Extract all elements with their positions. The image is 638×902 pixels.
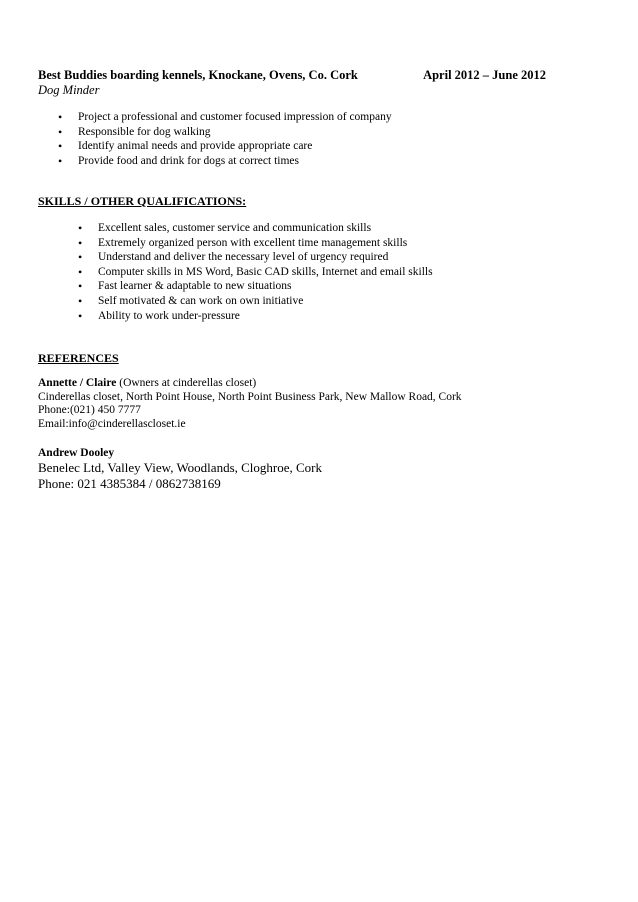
list-item: • Responsible for dog walking [58,125,392,140]
reference-1 [38,377,462,431]
list-item: • Provide food and drink for dogs at correct times [58,154,392,169]
job-duties-list [58,110,392,168]
list-item: • Extremely organized person with excellent time management skills [78,236,433,251]
list-item: • Computer skills in MS Word, Basic CAD skills, Internet and email skills [78,265,433,280]
list-item: • Identify animal needs and provide appropriate care [58,139,392,154]
reference-1-name: Annette / Claire [38,377,117,389]
job-location: Knockane, Ovens, Co. Cork [205,68,358,82]
reference-2-name: Andrew Dooley [38,447,115,459]
list-item: • Project a professional and customer focused impression of company [58,110,392,125]
reference-2-address: Benelec Ltd, Valley View, Woodlands, Cloghroe, Cork [38,460,323,475]
reference-2-phone: Phone: 021 4385384 / 0862738169 [38,475,221,491]
reference-1-address: Cinderellas closet, North Point House, North Point Business Park, New Mallow Road, Cork [38,390,462,403]
job-company: Best Buddies boarding kennels, [38,68,206,82]
skills-list [78,221,433,323]
references-heading: REFERENCES [38,351,119,365]
list-item: • Self motivated & can work on own initiative [78,294,433,309]
list-item: • Fast learner & adaptable to new situations [78,279,433,294]
job-header [38,68,546,83]
job-role: Dog Minder [38,83,100,97]
reference-2 [38,446,322,491]
job-dates: April 2012 – June 2012 [423,68,546,82]
skills-heading: SKILLS / OTHER QUALIFICATIONS: [38,194,247,208]
list-item: • Excellent sales, customer service and communication skills [78,221,433,236]
reference-1-phone: Phone:(021) 450 7777 [38,404,141,417]
reference-1-note: (Owners at cinderellas closet) [116,377,257,389]
list-item: • Ability to work under-pressure [78,309,433,324]
list-item: • Understand and deliver the necessary level of urgency required [78,250,433,265]
reference-1-email: Email:info@cinderellascloset.ie [38,417,186,430]
